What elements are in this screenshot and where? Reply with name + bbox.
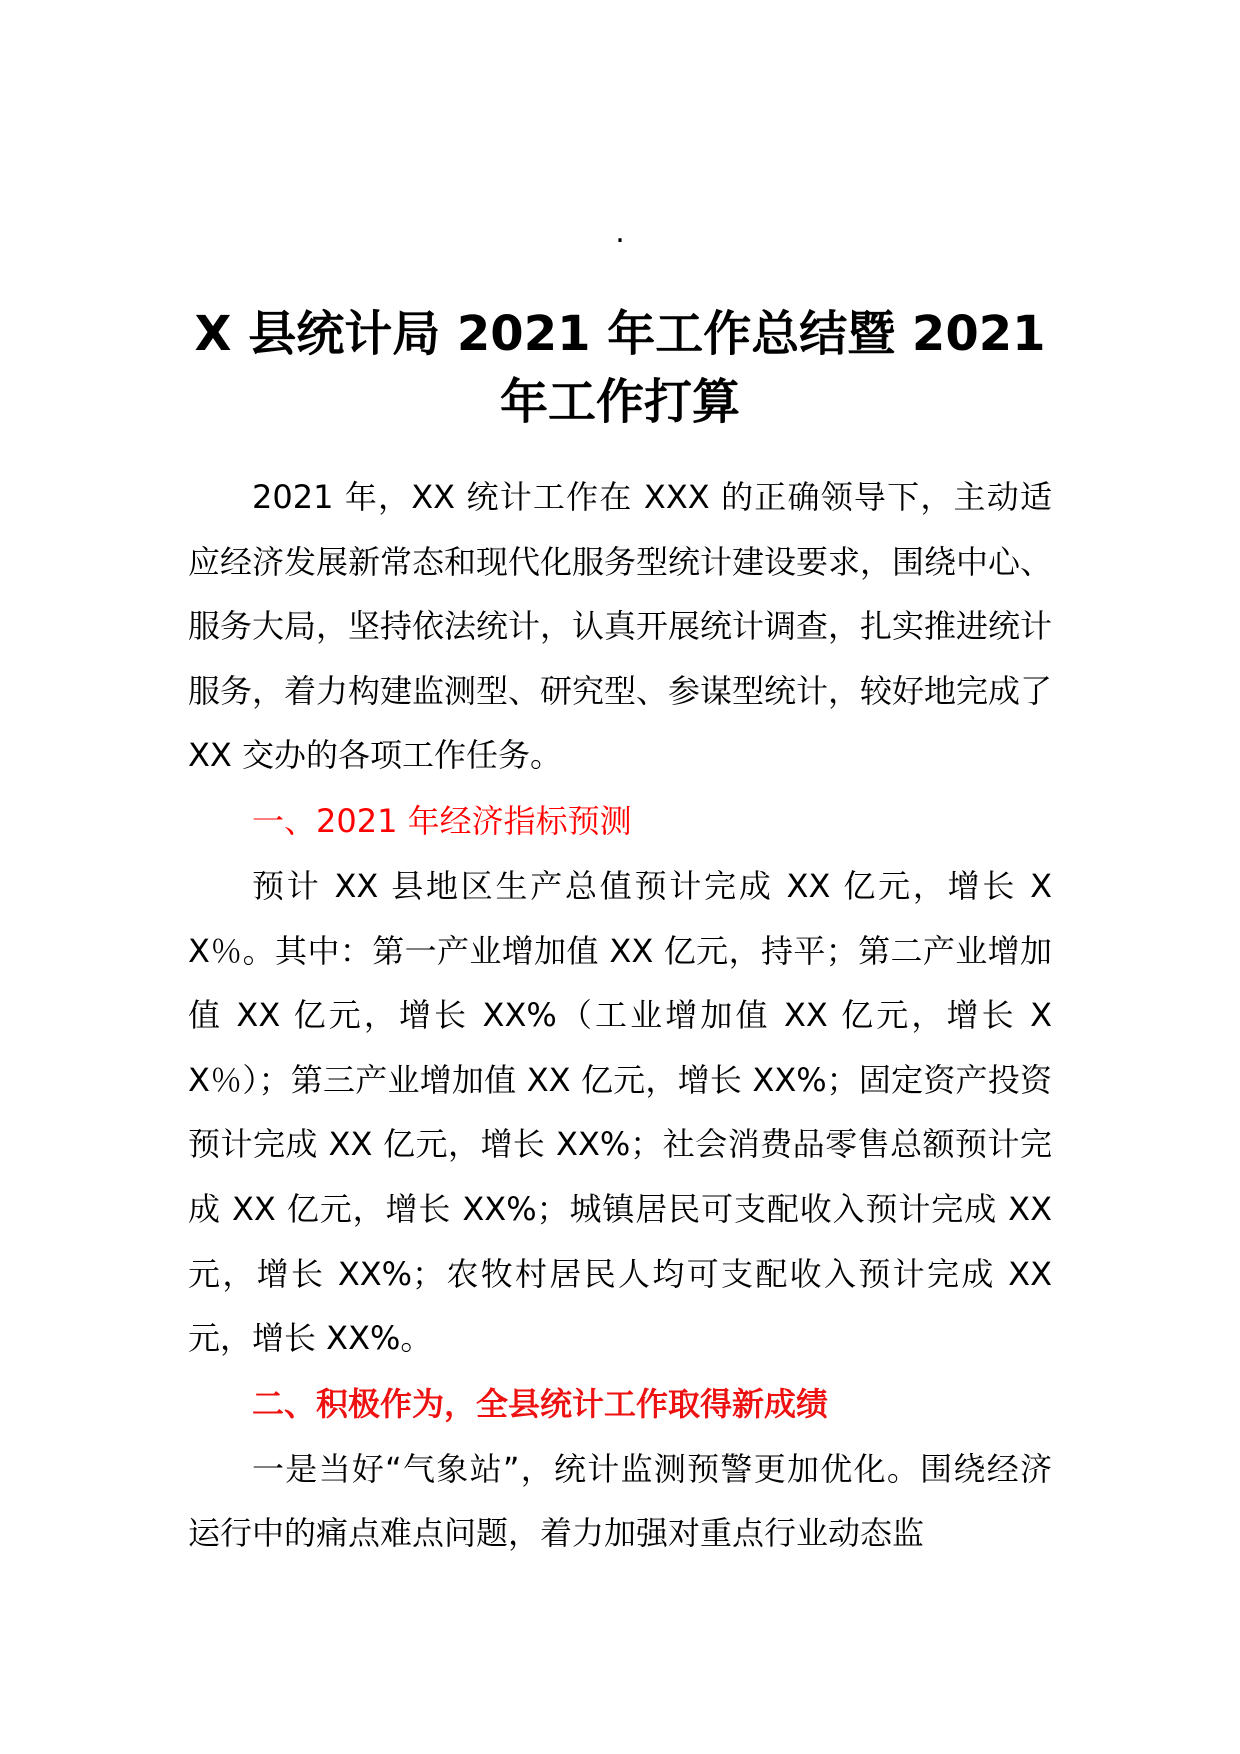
document-title: X 县统计局 2021 年工作总结暨 2021 年工作打算 bbox=[194, 306, 1046, 430]
header-mark: . bbox=[615, 215, 625, 250]
achievement-paragraph: 一是当好“气象站”，统计监测预警更加优化。围绕经济运行中的痛点难点问题，着力加强对重点行业动态监 bbox=[188, 1449, 1052, 1553]
intro-paragraph: 2021 年，XX 统计工作在 XXX 的正确领导下，主动适应经济发展新常态和现代化服务型统计建设要求，围绕中心、服务大局，坚持依法统计，认真开展统计调查，扎实推进统计服务，着力构建监测型、研究型、参谋型统计，较好地完成了 XX 交办的各项工作任务。 bbox=[188, 478, 1053, 775]
document-body bbox=[188, 465, 1052, 1566]
section-heading-1: 一、2021 年经济指标预测 bbox=[252, 801, 632, 840]
forecast-paragraph: 预计 XX 县地区生产总值预计完成 XX 亿元，增长 XX％。其中：第一产业增加值 XX 亿元，持平；第二产业增加值 XX 亿元，增长 XX%（工业增加值 XX 亿元，增长 XX％）；第三产业增加值 XX 亿元，增长 XX%；固定资产投资预计完成 XX 亿元，增长 XX%；社会消费品零售总额预计完成 XX 亿元，增长 XX%；城镇居民可支配收入预计完成 XX 元，增长 XX%；农牧村居民人均可支配收入预计完成 XX 元，增长 XX%。 bbox=[188, 866, 1052, 1358]
section-heading-2: 二、积极作为，全县统计工作取得新成绩 bbox=[252, 1384, 829, 1423]
